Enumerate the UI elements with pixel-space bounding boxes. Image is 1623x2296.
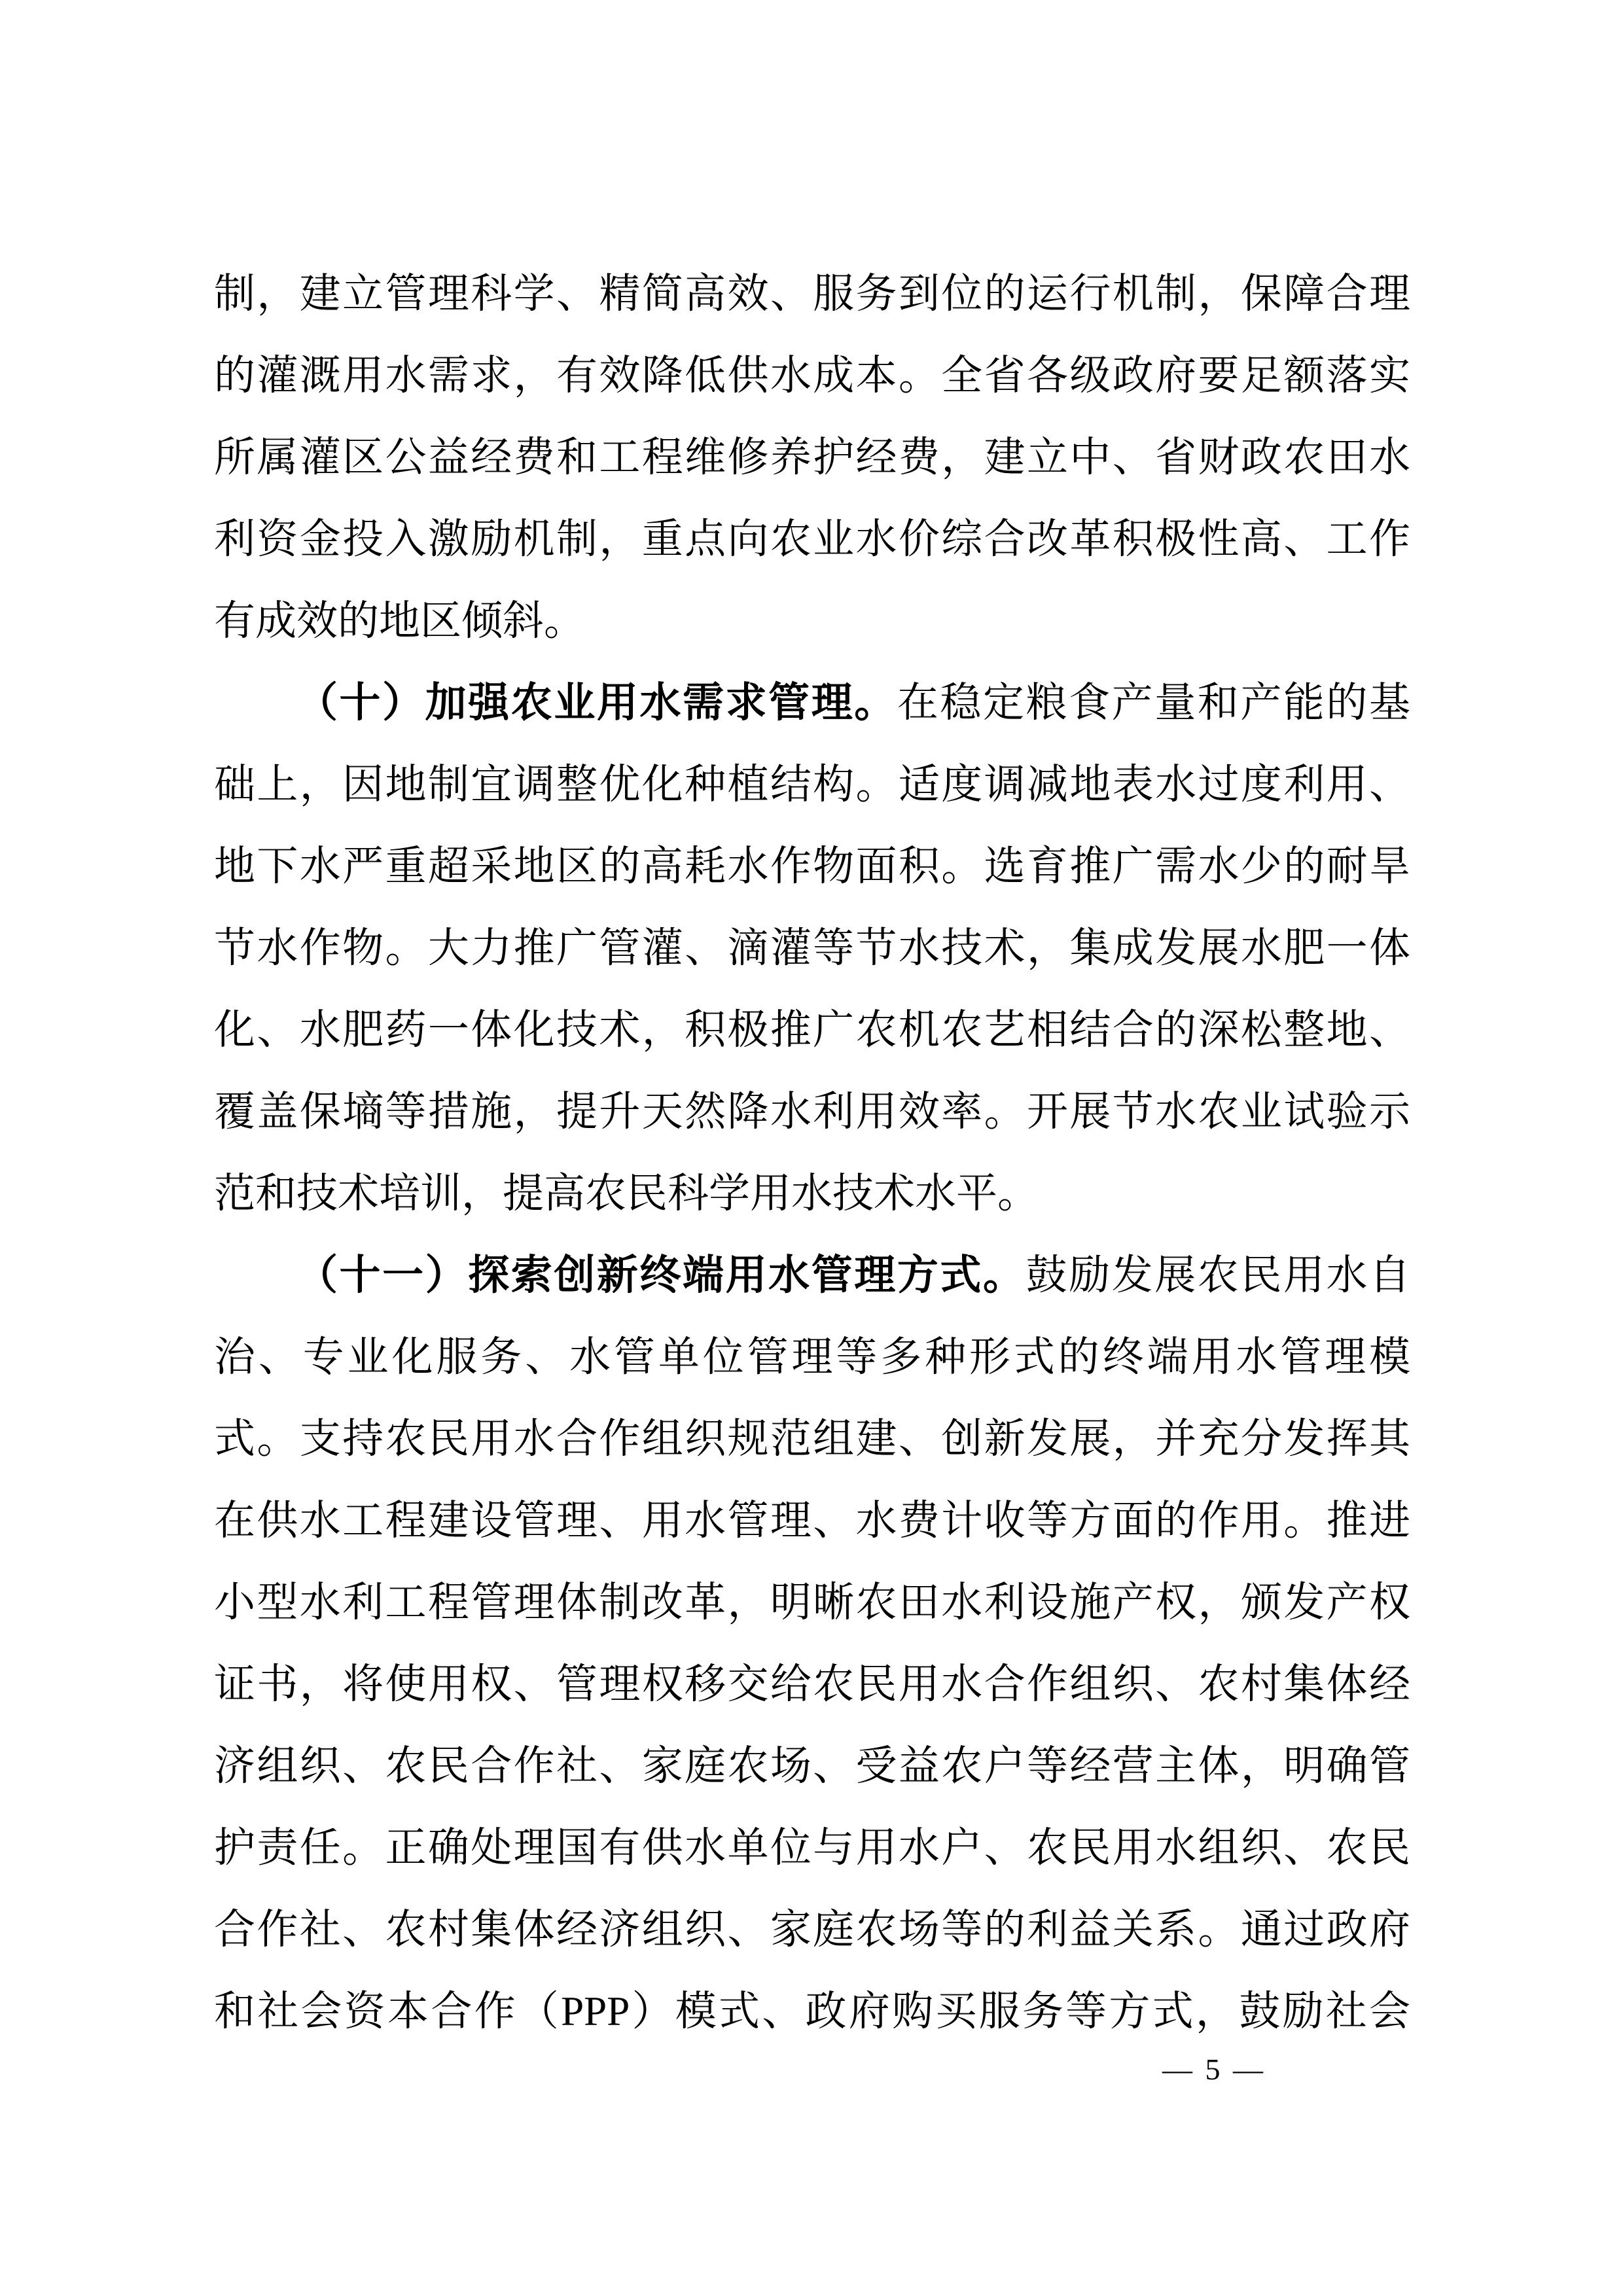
line-text: 在稳定粮食产量和产能的基 [897, 680, 1411, 726]
text-line [214, 1071, 1410, 1153]
line-text: 范和技术培训，提高农民科学用水技术水平。 [214, 1171, 1039, 1216]
text-line [214, 253, 1410, 335]
line-text: 式。支持农民用水合作组织规范组建、创新发展，并充分发挥其 [214, 1416, 1410, 1462]
line-text: 证书，将使用权、管理权移交给农民用水合作组织、农村集体经 [214, 1661, 1410, 1707]
line-text: 地下水严重超采地区的高耗水作物面积。选育推广需水少的耐旱 [214, 843, 1410, 889]
text-line [214, 1235, 1410, 1316]
line-text: 节水作物。大力推广管灌、滴灌等节水技术，集成发展水肥一体 [214, 925, 1410, 971]
line-text: 础上，因地制宜调整优化种植结构。适度调减地表水过度利用、 [214, 762, 1410, 807]
line-text: 合作社、农村集体经济组织、家庭农场等的利益关系。通过政府 [214, 1907, 1410, 1952]
text-line [214, 1807, 1410, 1889]
line-text: 治、专业化服务、水管单位管理等多种形式的终端用水管理模 [214, 1334, 1410, 1380]
line-text: 所属灌区公益经费和工程维修养护经费，建立中、省财政农田水 [214, 434, 1410, 480]
text-line [214, 499, 1410, 580]
section-heading: （十）加强农业用水需求管理。 [296, 680, 897, 726]
text-line [214, 1398, 1410, 1480]
line-text: 和社会资本合作（PPP）模式、政府购买服务等方式，鼓励社会 [214, 1988, 1410, 2034]
text-line [214, 1480, 1410, 1562]
text-line [214, 1316, 1410, 1398]
line-text: 小型水利工程管理体制改革，明晰农田水利设施产权，颁发产权 [214, 1580, 1410, 1625]
text-line [214, 826, 1410, 908]
line-text: 护责任。正确处理国有供水单位与用水户、农民用水组织、农民 [214, 1825, 1410, 1871]
line-text: 覆盖保墒等措施，提升天然降水利用效率。开展节水农业试验示 [214, 1089, 1410, 1135]
text-line [214, 1725, 1410, 1807]
text-line [214, 580, 1410, 662]
text-line [214, 1644, 1410, 1725]
line-text: 在供水工程建设管理、用水管理、水费计收等方面的作用。推进 [214, 1498, 1410, 1544]
line-text: 鼓励发展农民用水自 [1026, 1252, 1411, 1298]
line-text: 的灌溉用水需求，有效降低供水成本。全省各级政府要足额落实 [214, 353, 1410, 398]
text-line [214, 662, 1410, 744]
text-line [214, 908, 1410, 989]
text-line [214, 1153, 1410, 1235]
line-text: 化、水肥药一体化技术，积极推广农机农艺相结合的深松整地、 [214, 1007, 1410, 1053]
document-lines [214, 253, 1410, 2053]
text-line [214, 1562, 1410, 1644]
text-line [214, 744, 1410, 826]
section-heading: （十一）探索创新终端用水管理方式。 [296, 1252, 1026, 1298]
text-line [214, 417, 1410, 499]
text-line [214, 1971, 1410, 2053]
text-line [214, 989, 1410, 1071]
line-text: 济组织、农民合作社、家庭农场、受益农户等经营主体，明确管 [214, 1743, 1410, 1789]
line-text: 制，建立管理科学、精简高效、服务到位的运行机制，保障合理 [214, 271, 1410, 317]
page-number: — 5 — [1162, 2053, 1263, 2086]
line-text: 有成效的地区倾斜。 [214, 598, 585, 644]
line-text: 利资金投入激励机制，重点向农业水价综合改革积极性高、工作 [214, 516, 1410, 562]
text-line [214, 335, 1410, 417]
text-line [214, 1889, 1410, 1971]
